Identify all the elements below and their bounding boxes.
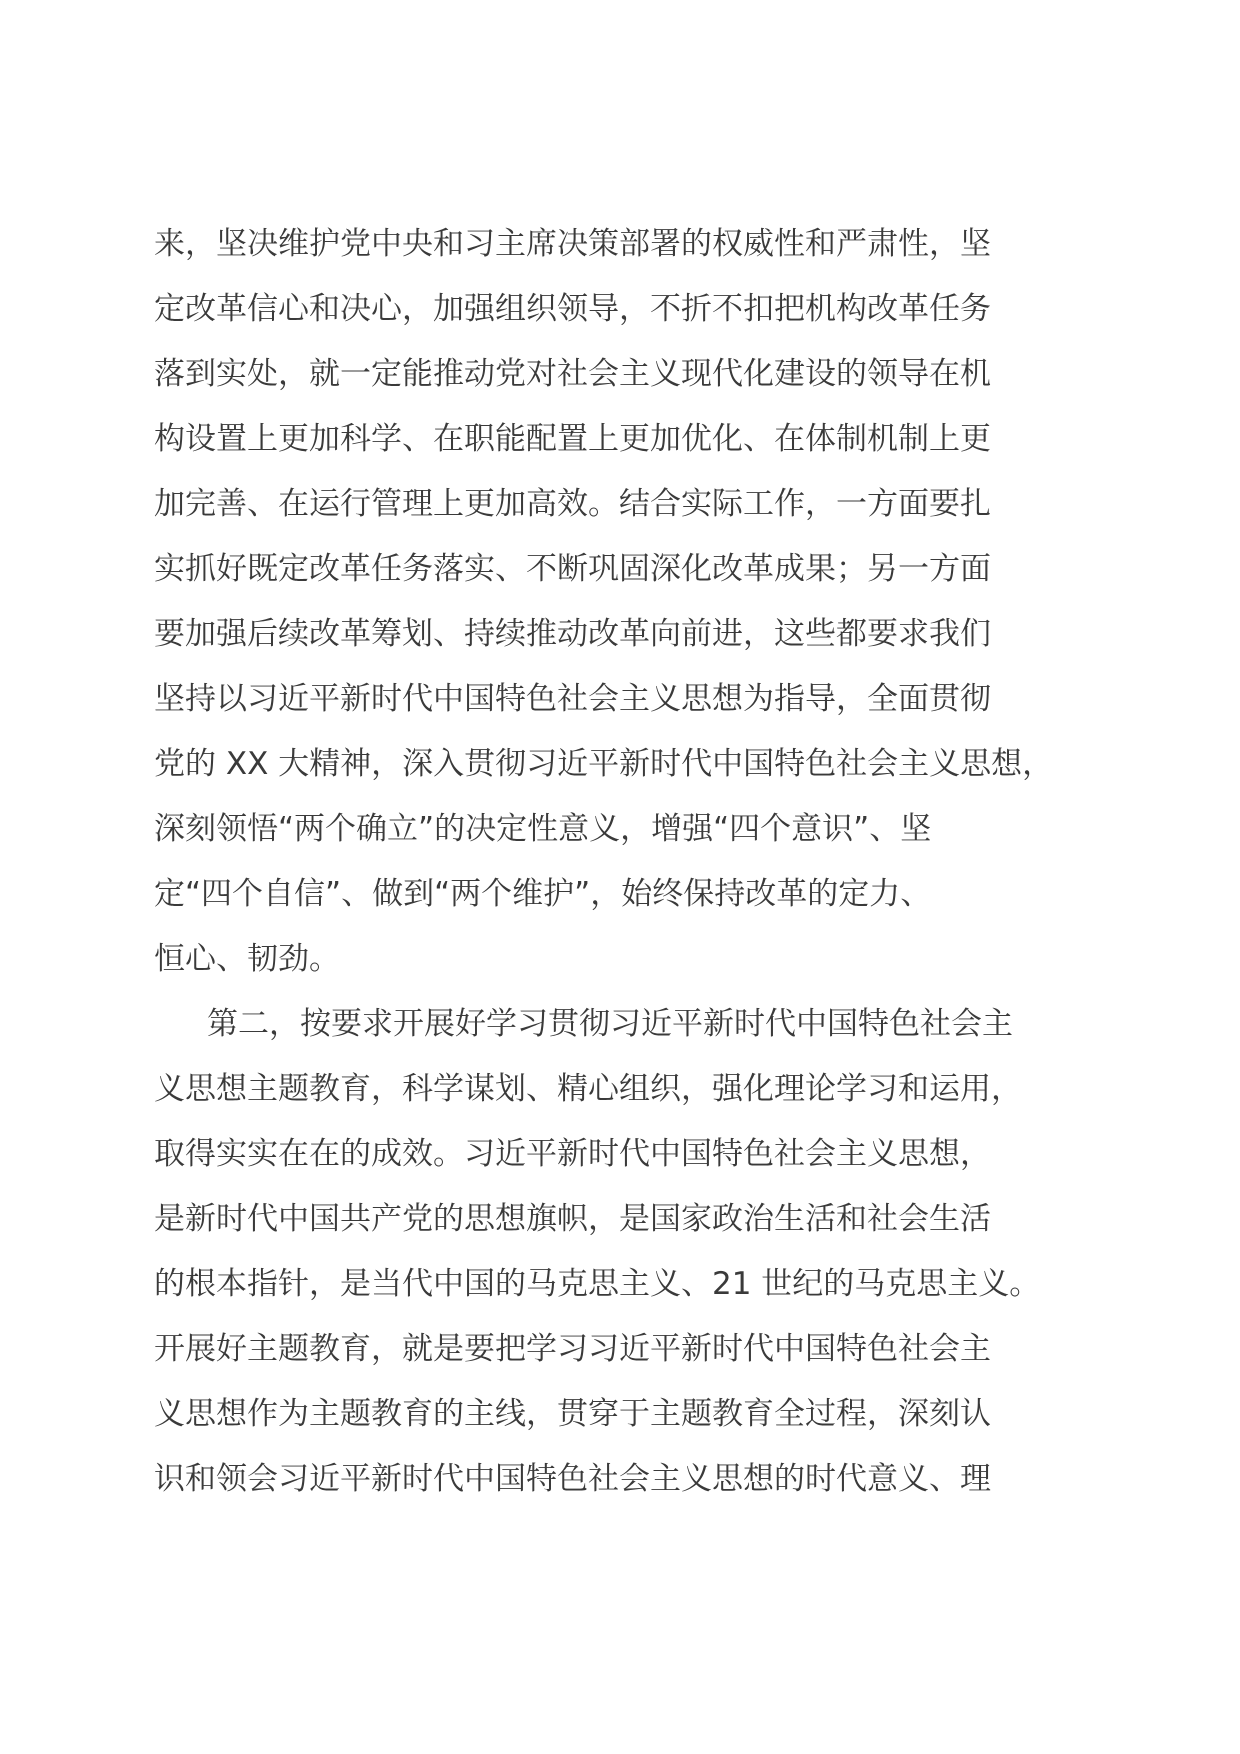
text-line: 取得实实在在的成效。习近平新时代中国特色社会主义思想， [154,1136,991,1172]
text-line: 要加强后续改革筹划、持续推动改革向前进，这些都要求我们 [154,616,991,652]
text-line: 恒心、韧劲。 [154,941,340,977]
text-line: 定“四个自信”、做到“两个维护”，始终保持改革的定力、 [154,876,932,912]
text-line: 实抓好既定改革任务落实、不断巩固深化改革成果；另一方面 [154,551,991,587]
text-line: 义思想主题教育，科学谋划、精心组织，强化理论学习和运用， [154,1071,1022,1107]
text-line: 加完善、在运行管理上更加高效。结合实际工作，一方面要扎 [154,486,991,522]
text-line: 党的 XX 大精神，深入贯彻习近平新时代中国特色社会主义思想， [154,746,1054,782]
text-line: 的根本指针，是当代中国的马克思主义、21 世纪的马克思主义。 [154,1266,1041,1302]
text-line: 开展好主题教育，就是要把学习习近平新时代中国特色社会主 [154,1331,991,1367]
paragraph-1 [154,212,1154,992]
text-line: 识和领会习近平新时代中国特色社会主义思想的时代意义、理 [154,1461,991,1497]
text-line: 坚持以习近平新时代中国特色社会主义思想为指导，全面贯彻 [154,681,991,717]
text-line: 定改革信心和决心，加强组织领导，不折不扣把机构改革任务 [154,291,991,327]
paragraph-2 [154,992,1154,1512]
text-line: 义思想作为主题教育的主线，贯穿于主题教育全过程，深刻认 [154,1396,991,1432]
document-body [154,212,1154,1512]
text-line: 深刻领悟“两个确立”的决定性意义，增强“四个意识”、坚 [154,811,932,847]
text-line: 落到实处，就一定能推动党对社会主义现代化建设的领导在机 [154,356,991,392]
text-line: 构设置上更加科学、在职能配置上更加优化、在体制机制上更 [154,421,991,457]
text-line: 来，坚决维护党中央和习主席决策部署的权威性和严肃性，坚 [154,226,991,262]
text-line: 是新时代中国共产党的思想旗帜，是国家政治生活和社会生活 [154,1201,991,1237]
text-line-indented: 第二，按要求开展好学习贯彻习近平新时代中国特色社会主 [207,1006,1013,1042]
